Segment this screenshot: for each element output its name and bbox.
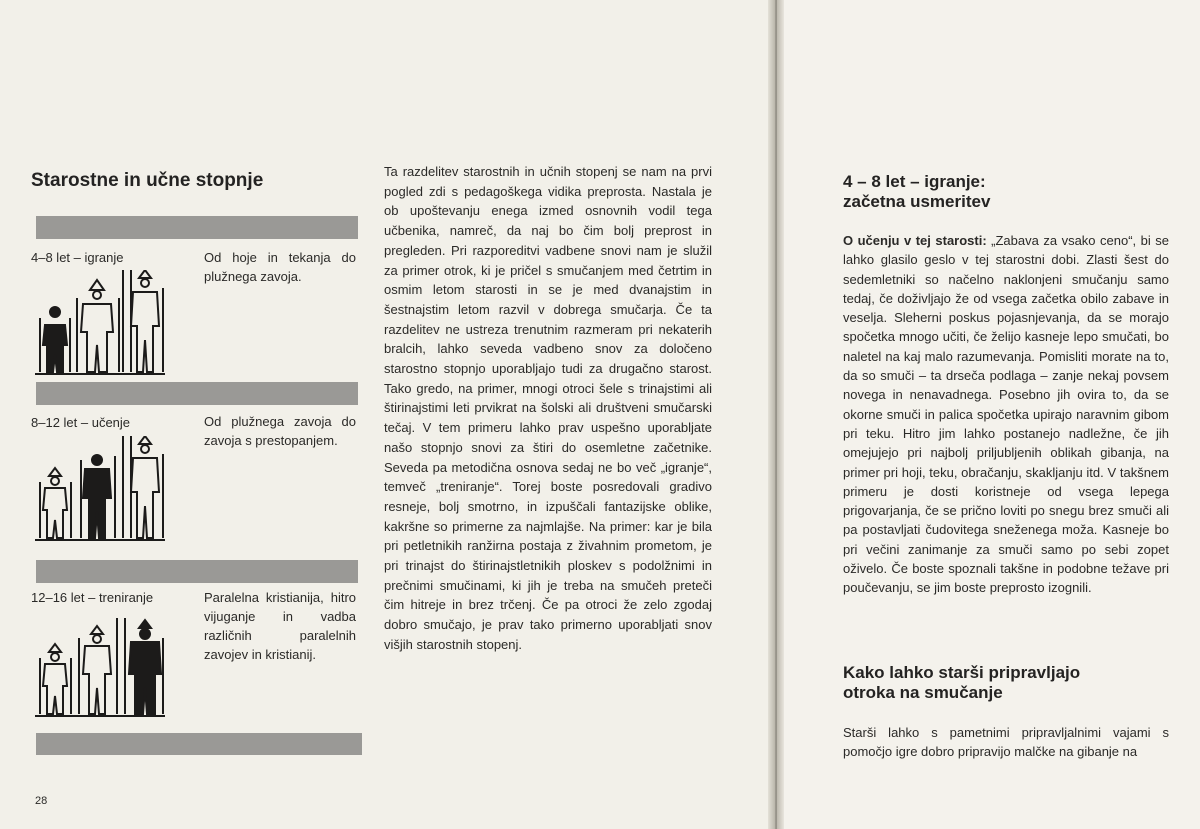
skier-figures-illustration <box>35 270 165 376</box>
stage-description: Od hoje in tekanja do plužnega zavoja. <box>204 250 356 284</box>
grey-band <box>36 560 358 583</box>
stage-description: Paralelna kristianija, hitro vijuganje in vadba različnih paralelnih zavojev in kristianij. <box>204 590 356 662</box>
paragraph-text: „Zabava za vsako ceno“, bi se lahko glasilo geslo v tej starostni dobi. Zlasti šest do sedemletniki so načelno naklonjeni smučanju samo tedaj, če doživljajo že od vsega začetka obilo zabave in veselja. Sleherni poskus pojasnjevanja, da se morajo spočetka mnogo učiti, če želijo kasneje lepo smučati, bo naletel na kaj malo razumevanja. Pomisliti morate na to, da so smuči – ta drseča podlaga – zanje nekaj povsem novega in nenavadnega. Posebno jih ovira to, da se okorne smuči in palica spočetka upirajo naravnim gibom pri teku. Hitro jim lahko postanejo nadležne, če jih omejujejo pri najbolj priljubljenih oblikah gibanja, na primer pri hoji, teku, obračanju, skakljanju itd. V takšnem primeru je dosti koristneje od vsega lepega prigovarjanja, če se prično loviti po snegu brez smuči ali pa postavljati čudovitega sneženega moža. Kasneje bo pri večini zanimanje za smuči samo po sebi zopet oživelo. Če boste spoznali takšne in podobne težave pri poučevanju, se jim boste preprosto izognili. <box>843 233 1169 596</box>
body-text: Starši lahko s pametnimi pripravljalnimi vajami s pomočjo igre dobro pripravijo malčke na gibanje na <box>843 725 1169 760</box>
page-number: 28 <box>35 795 48 807</box>
section-heading: 4 – 8 let – igranje: začetna usmeritev <box>843 172 991 211</box>
lead-in: O učenju v tej starosti: <box>843 233 987 248</box>
body-text: Ta razdelitev starostnih in učnih stopenj se nam na prvi pogled zdi s pedagoškega vidika preprosta. Nastala je ob upoštevanju enega izmed osnovnih vodil tega učbenika, namreč, da naj bo čim bolj preprost in pregleden. Pri razporeditvi vadbene snovi nam je služil za primer otrok, ki je pričel s smučanjem med četrtim in osmim letom starosti in se je med dvanajstim in šestnajstim letom razvil v dobrega smučarja. Če ta razdelitev ne ustreza trenutnim razmeram pri nekaterih bralcih, lahko seveda vadbeno snov za določeno starostno stopnjo uporabljajo tudi za drugačno starost. Tako gredo, na primer, mnogi otroci šele s trinajstimi ali štirinajstimi leti prvikrat na šolski ali društveni smučarski tečaj. V tem primeru lahko prav uspešno uporabljate našo stopnjo snovi za štiri do osemletne začetnike. Seveda pa metodična osnova sedaj ne bo več „igranje“, temveč „treniranje“. Torej boste posredovali gradivo resneje, bolj smotrno, in izpuščali fantazijske oblike, kakršne so primerne za najmlajše. Na primer: kar je bila pri petletnikih ranžirna postaja z živahnim prometom, je pri trinajst do štirinajstletnikih ploskev s podolžnimi in prečnimi smučinami, ki jih je treba na smučeh preteči čim hitreje in brez trčenj. Če pa otroci že zelo zgodaj dobro smučajo, je prav tako primerno uporabljati snov višjih starostnih stopenj. <box>384 164 712 652</box>
stage-label: 4–8 let – igranje <box>31 250 124 265</box>
grey-band <box>36 733 362 755</box>
grey-band <box>36 216 358 239</box>
section-heading: Kako lahko starši pripravljajo otroka na smučanje <box>843 663 1081 702</box>
grey-band <box>36 382 358 405</box>
section-title: Starostne in učne stopnje <box>31 170 264 191</box>
book-gutter <box>768 0 784 829</box>
stage-label: 8–12 let – učenje <box>31 415 131 430</box>
stage-description: Od plužnega zavoja do zavoja s prestopanjem. <box>204 414 356 448</box>
stage-label: 12–16 let – treniranje <box>31 590 154 605</box>
skier-figures-illustration <box>35 612 165 718</box>
skier-figures-illustration <box>35 436 165 542</box>
body-text <box>843 231 1169 598</box>
